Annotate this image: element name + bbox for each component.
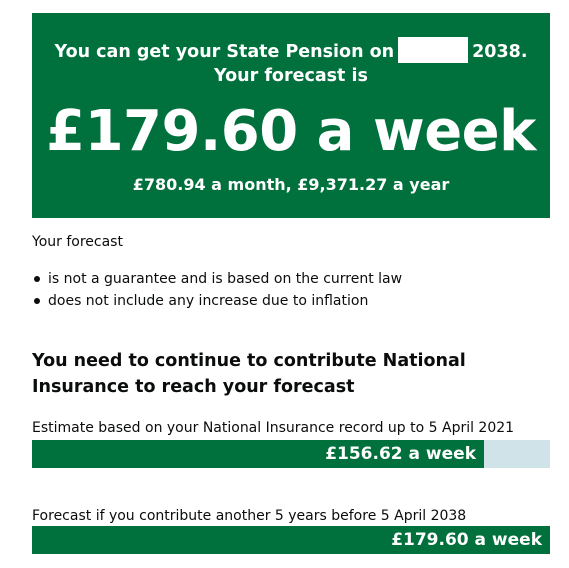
current-record-bar-fill: £156.62 a week (32, 440, 484, 468)
list-item (32, 268, 402, 290)
section-heading: You need to continue to contribute National Insurance to reach your forecast (32, 351, 466, 397)
redacted-date-block (398, 37, 468, 63)
future-contribution-bar (32, 526, 550, 554)
forecast-panel (32, 13, 550, 218)
monthly-yearly-amount: £780.94 a month, £9,371.27 a year (132, 175, 450, 194)
future-contribution-label: Forecast if you contribute another 5 years before 5 April 2038 (32, 508, 467, 524)
pension-year-text: 2038. (472, 42, 528, 62)
list-item-text: does not include any increase due to inflation (48, 293, 369, 309)
current-record-label: Estimate based on your National Insurance record up to 5 April 2021 (32, 420, 515, 436)
future-contribution-bar-fill: £179.60 a week (32, 526, 550, 554)
forecast-caveat-intro: Your forecast (32, 234, 123, 250)
bullet-icon (34, 276, 40, 282)
list-item-text: is not a guarantee and is based on the current law (48, 271, 403, 287)
forecast-intro-line: Your forecast is (214, 66, 368, 86)
current-record-bar (32, 440, 550, 468)
weekly-amount: £179.60 a week (46, 99, 536, 164)
forecast-caveats-list (32, 268, 402, 312)
list-item (32, 290, 402, 312)
bullet-icon (34, 298, 40, 304)
pension-date-line (32, 37, 550, 65)
pension-date-text: You can get your State Pension on (54, 42, 395, 62)
